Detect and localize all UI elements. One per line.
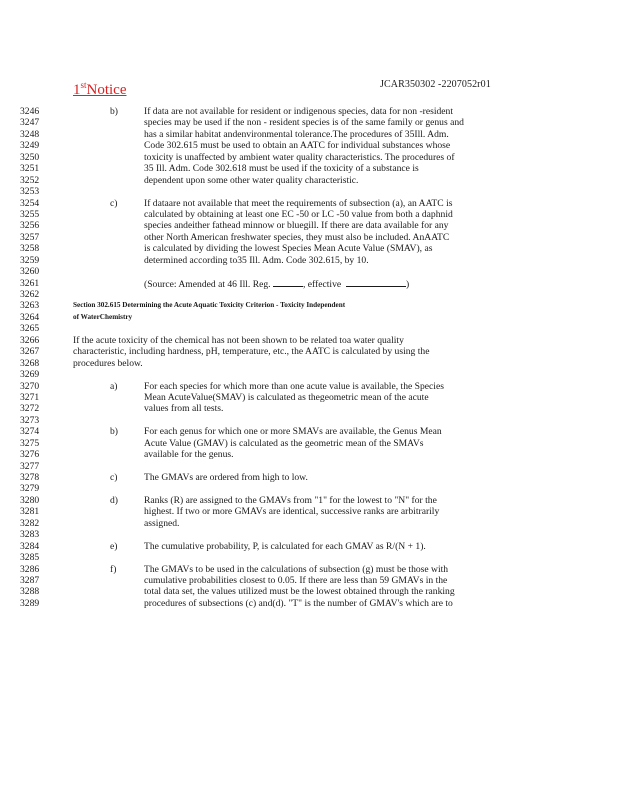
line-text: For each genus for which one or more SMAVs are available, the Genus Mean [144, 426, 442, 438]
line-number: 3263 [20, 300, 40, 312]
line-number: 3276 [20, 449, 40, 461]
line-number: 3255 [20, 208, 40, 220]
text-line [0, 506, 618, 517]
line-number: 3282 [20, 517, 40, 529]
text-line [0, 495, 618, 506]
line-number: 3256 [20, 220, 40, 232]
line-number: 3286 [20, 563, 40, 575]
line-text: values from all tests. [144, 403, 224, 415]
line-number: 3264 [20, 311, 40, 323]
blank-effective-date [346, 278, 406, 287]
line-number: 3283 [20, 529, 40, 541]
line-number: 3272 [20, 403, 40, 415]
text-line [0, 117, 618, 128]
line-number: 3252 [20, 174, 40, 186]
line-number: 3278 [20, 472, 40, 483]
line-number: 3249 [20, 140, 40, 152]
text-line [0, 472, 618, 483]
line-text: 35 Ill. Adm. Code 302.618 must be used if the toxicity of a substance is [144, 163, 419, 175]
line-text: If the acute toxicity of the chemical has not been shown to be related toa water quality [73, 334, 404, 346]
notice-label: 1stNotice [73, 80, 127, 98]
line-text: has a similar habitat andenvironmental tolerance.The procedures of 35Ill. Adm. [144, 128, 449, 140]
line-text: The GMAVs to be used in the calculations of subsection (g) must be those with [144, 563, 449, 575]
line-number: 3289 [20, 597, 40, 609]
subsection-label: e) [110, 540, 118, 552]
line-text: total data set, the values utilized must be the lowest obtained through the ranking [144, 586, 455, 598]
text-line [0, 438, 618, 449]
text-line [0, 186, 618, 197]
text-line [0, 381, 618, 392]
text-line [0, 289, 618, 300]
line-text: The GMAVs are ordered from high to low. [144, 472, 308, 483]
source-note: (Source: Amended at 46 Ill. Reg. , effective ) [144, 278, 410, 290]
line-number: 3260 [20, 266, 40, 278]
text-line [0, 346, 618, 357]
line-number: 3268 [20, 357, 40, 369]
line-text: Acute Value (GMAV) is calculated as the geometric mean of the SMAVs [144, 437, 424, 449]
line-number: 3246 [20, 106, 40, 117]
text-line [0, 483, 618, 494]
subsection-label: b) [110, 106, 118, 117]
text-line [0, 403, 618, 414]
line-text: procedures of subsections (c) and(d). "T" is the number of GMAV's which are to [144, 597, 453, 609]
text-line [0, 358, 618, 369]
text-line [0, 198, 618, 209]
line-text: For each species for which more than one acute value is available, the Species [144, 380, 444, 392]
text-line [0, 129, 618, 140]
text-line [0, 449, 618, 460]
subsection-label: c) [110, 197, 118, 209]
line-text: assigned. [144, 517, 180, 529]
source-note-line [0, 278, 618, 289]
text-line [0, 255, 618, 266]
line-text: Ranks (R) are assigned to the GMAVs from "1" for the lowest to "N" for the [144, 494, 437, 506]
line-text: dependent upon some other water quality characteristic. [144, 174, 359, 186]
text-line [0, 106, 618, 117]
text-line [0, 243, 618, 254]
subsection-label: b) [110, 426, 118, 438]
line-text: calculated by obtaining at least one EC -50 or LC -50 value from both a daphnid [144, 208, 453, 220]
page-header [0, 76, 618, 98]
text-line [0, 163, 618, 174]
line-text: If dataare not available that meet the requirements of subsection (a), an AATC is [144, 197, 453, 209]
section-heading-line [0, 300, 618, 311]
line-number: 3274 [20, 426, 40, 438]
line-text: other North American freshwater species, they must also be included. AnAATC [144, 231, 450, 243]
text-line [0, 392, 618, 403]
text-line [0, 426, 618, 437]
text-line [0, 335, 618, 346]
line-number: 3248 [20, 128, 40, 140]
text-line [0, 175, 618, 186]
line-number: 3269 [20, 369, 40, 381]
line-text: Mean AcuteValue(SMAV) is calculated as thegeometric mean of the acute [144, 391, 429, 403]
text-line [0, 140, 618, 151]
line-number: 3265 [20, 323, 40, 335]
text-line [0, 369, 618, 380]
line-number: 3258 [20, 243, 40, 255]
text-line [0, 541, 618, 552]
line-number: 3279 [20, 483, 40, 495]
subsection-label: c) [110, 472, 118, 483]
text-line [0, 552, 618, 563]
line-number: 3267 [20, 346, 40, 358]
text-line [0, 586, 618, 597]
line-text: If data are not available for resident or indigenous species, data for non -resident [144, 106, 454, 117]
line-text: Code 302.615 must be used to obtain an AATC for individual substances whose [144, 140, 451, 152]
line-text: procedures below. [73, 357, 143, 369]
text-line [0, 529, 618, 540]
line-number: 3284 [20, 540, 40, 552]
text-line [0, 415, 618, 426]
line-number: 3273 [20, 414, 40, 426]
document-body [0, 106, 618, 609]
text-line [0, 232, 618, 243]
line-number: 3288 [20, 586, 40, 598]
line-number: 3287 [20, 574, 40, 586]
blank-register-volume [273, 278, 303, 287]
section-heading-line [0, 312, 618, 323]
line-text: is calculated by dividing the lowest Species Mean Acute Value (SMAV), as [144, 243, 433, 255]
text-line [0, 209, 618, 220]
line-text: species may be used if the non - resident species is of the same family or genus and [144, 117, 464, 129]
line-text: available for the genus. [144, 449, 234, 461]
line-number: 3262 [20, 289, 40, 300]
line-text: highest. If two or more GMAVs are identical, successive ranks are arbitrarily [144, 506, 440, 518]
line-text: cumulative probabilities closest to 0.05. If there are less than 59 GMAVs in the [144, 574, 448, 586]
line-number: 3281 [20, 506, 40, 518]
subsection-label: a) [110, 380, 118, 392]
section-heading: Section 302.615 Determining the Acute Aquatic Toxicity Criterion - Toxicity Independent [73, 301, 346, 310]
line-number: 3259 [20, 254, 40, 266]
line-text: toxicity is unaffected by ambient water quality characteristics. The procedures of [144, 151, 455, 163]
text-line [0, 266, 618, 277]
section-heading-continued: of WaterChemistry [73, 312, 133, 321]
text-line [0, 518, 618, 529]
line-number: 3277 [20, 460, 40, 472]
line-number: 3257 [20, 231, 40, 243]
text-line [0, 461, 618, 472]
line-number: 3254 [20, 197, 40, 209]
line-number: 3250 [20, 151, 40, 163]
line-number: 3266 [20, 334, 40, 346]
line-number: 3247 [20, 117, 40, 129]
line-number: 3280 [20, 494, 40, 506]
line-number: 3261 [20, 277, 40, 289]
line-number: 3271 [20, 391, 40, 403]
line-number: 3251 [20, 163, 40, 175]
line-text: species andeither fathead minnow or bluegill. If there are data available for any [144, 220, 449, 232]
line-number: 3275 [20, 437, 40, 449]
line-number: 3285 [20, 552, 40, 564]
line-text: The cumulative probability, P, is calculated for each GMAV as R/(N + 1). [144, 540, 426, 552]
line-number: 3253 [20, 186, 40, 198]
document-id: JCAR350302 -2207052r01 [380, 79, 491, 90]
text-line [0, 598, 618, 609]
line-number: 3270 [20, 380, 40, 392]
text-line [0, 220, 618, 231]
text-line [0, 564, 618, 575]
line-text: determined according to35 Ill. Adm. Code 302.615, by 10. [144, 254, 369, 266]
line-text: characteristic, including hardness, pH, temperature, etc., the AATC is calculated by using the [73, 346, 430, 358]
text-line [0, 152, 618, 163]
subsection-label: f) [110, 563, 117, 575]
text-line [0, 323, 618, 334]
subsection-label: d) [110, 494, 118, 506]
text-line [0, 575, 618, 586]
